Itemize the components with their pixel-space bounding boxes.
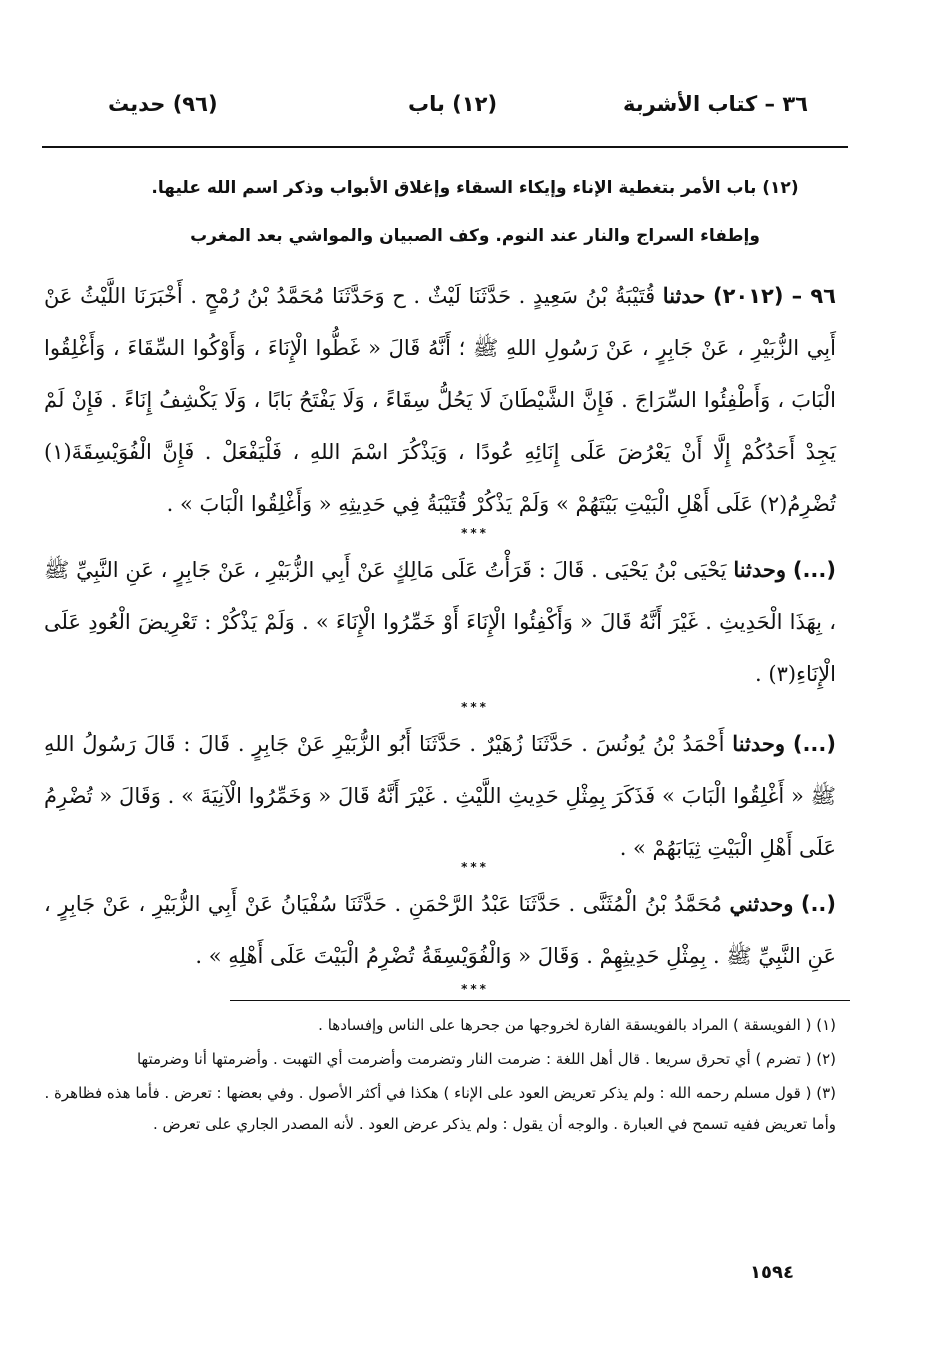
hadith-block-4 [44,878,836,982]
hadith-block-2 [44,544,836,700]
page-number: ١٥٩٤ [750,1262,794,1283]
footnote-3: (٣) ( قول مسلم رحمه الله : ولم يذكر تعريض العود على الإناء ) هكذا في أكثر الأصول . وفي بعضها : تعرض . فأما هذه فظاهرة . وأما تعريض ففيه تسمح في العبارة . والوجه أن يقول : ولم يذكر عرض العود . لأنه المصدر الجاري على تعرض . [44,1084,836,1133]
hadith-intro: وحدثني [729,891,794,916]
hadith-number-label: (...) [792,732,836,756]
footnote-rule [230,1000,850,1001]
book-title: ٣٦ – كتاب الأشربة [622,92,808,116]
chapter-number: (١٢) باب [408,92,498,116]
hadith-block-3 [44,718,836,874]
separator-stars: *** [461,700,489,714]
chapter-heading-line2: وإطفاء السراج والنار عند النوم. وكف الصبيان والمواشي بعد المغرب [190,226,760,246]
hadith-text: مُحَمَّدُ بْنُ الْمُثَنَّى . حَدَّثَنَا عَبْدُ الرَّحْمَنِ . حَدَّثَنَا سُفْيَانُ عَنْ أَبِي الزُّبَيْرِ ، عَنْ جَابِرٍ ، عَنِ النَّبِيِّ ﷺ . بِمِثْلِ حَدِيثِهِمْ . وَقَالَ « وَالْفُوَيْسِقَةُ تُضْرِمُ الْبَيْتَ عَلَى أَهْلِهِ » . [44,892,836,968]
hadith-text: قُتَيْبَةُ بْنُ سَعِيدٍ . حَدَّثَنَا لَيْثٌ . ح وَحَدَّثَنَا مُحَمَّدُ بْنُ رُمْحٍ . أَخْبَرَنَا اللَّيْثُ عَنْ أَبِي الزُّبَيْرِ ، عَنْ جَابِرٍ ، عَنْ رَسُولِ اللهِ ﷺ ؛ أَنَّهُ قَالَ « غَطُّوا الْإِنَاءَ ، وَأَوْكُوا السِّقَاءَ ، وَأَغْلِقُوا الْبَابَ ، وَأَطْفِئُوا السِّرَاجَ . فَإِنَّ الشَّيْطَانَ لَا يَحُلُّ سِقَاءً ، وَلَا يَفْتَحُ بَابًا ، وَلَا يَكْشِفُ إِنَاءً . فَإِنْ لَمْ يَجِدْ أَحَدُكُمْ إِلَّا أَنْ يَعْرُضَ عَلَى إِنَائِهِ عُودًا ، وَيَذْكُرَ اسْمَ اللهِ ، فَلْيَفْعَلْ . فَإِنَّ الْفُوَيْسِقَةَ(١) تُضْرِمُ(٢) عَلَى أَهْلِ الْبَيْتِ بَيْتَهُمْ » وَلَمْ يَذْكُرْ قُتَيْبَةُ فِي حَدِيثِهِ « وَأَغْلِقُوا الْبَابَ » . [44,284,836,516]
chapter-heading-line1: (١٢) باب الأمر بتغطية الإناء وإيكاء السقاء وإغلاق الأبواب وذكر اسم الله عليها. [151,178,799,198]
hadith-intro: حدثنا [662,283,706,308]
separator-stars: *** [461,982,489,996]
running-header [108,92,808,132]
hadith-number-label: ٩٦ – (٢٠١٢) [712,284,836,308]
hadith-block-1 [44,270,836,530]
footnote-2: (٢) ( تضرم ) أي تحرق سريعا . قال أهل اللغة : ضرمت النار وتضرمت وأضرمت أي التهبت . وأضرمتها أنا وضرمتها [136,1050,836,1068]
hadith-text: يَحْيَى بْنُ يَحْيَى . قَالَ : قَرَأْتُ عَلَى مَالِكٍ عَنْ أَبِي الزُّبَيْرِ ، عَنْ جَابِرٍ ، عَنِ النَّبِيِّ ﷺ ، بِهَذَا الْحَدِيثِ . غَيْرَ أَنَّهُ قَالَ « وَأَكْفِئُوا الْإِنَاءَ أَوْ خَمِّرُوا الْإِنَاءَ » . وَلَمْ يَذْكُرْ : تَعْرِيضَ الْعُودِ عَلَى الْإِنَاءِ(٣) . [44,558,836,686]
footnote-1: (١) ( الفويسقة ) المراد بالفويسقة الفارة لخروجها من جحرها على الناس وإفسادها . [318,1016,836,1034]
separator-stars: *** [461,526,489,540]
footnotes [44,1010,836,1143]
hadith-number: (٩٦) حديث [108,92,218,116]
hadith-intro: وحدثنا [733,557,787,582]
separator-stars: *** [461,860,489,874]
header-rule [42,146,848,148]
hadith-number-label: (..) [800,892,836,916]
hadith-number-label: (...) [792,558,836,582]
hadith-intro: وحدثنا [732,731,786,756]
hadith-text: أَحْمَدُ بْنُ يُونُسَ . حَدَّثَنَا زُهَيْرٌ . حَدَّثَنَا أَبُو الزُّبَيْرِ عَنْ جَابِرٍ . قَالَ : قَالَ رَسُولُ اللهِ ﷺ « أَغْلِقُوا الْبَابَ » فَذَكَرَ بِمِثْلِ حَدِيثِ اللَّيْثِ . غَيْرَ أَنَّهُ قَالَ « وَخَمِّرُوا الْآنِيَةَ » . وَقَالَ « تُضْرِمُ عَلَى أَهْلِ الْبَيْتِ ثِيَابَهُمْ » . [44,732,836,860]
